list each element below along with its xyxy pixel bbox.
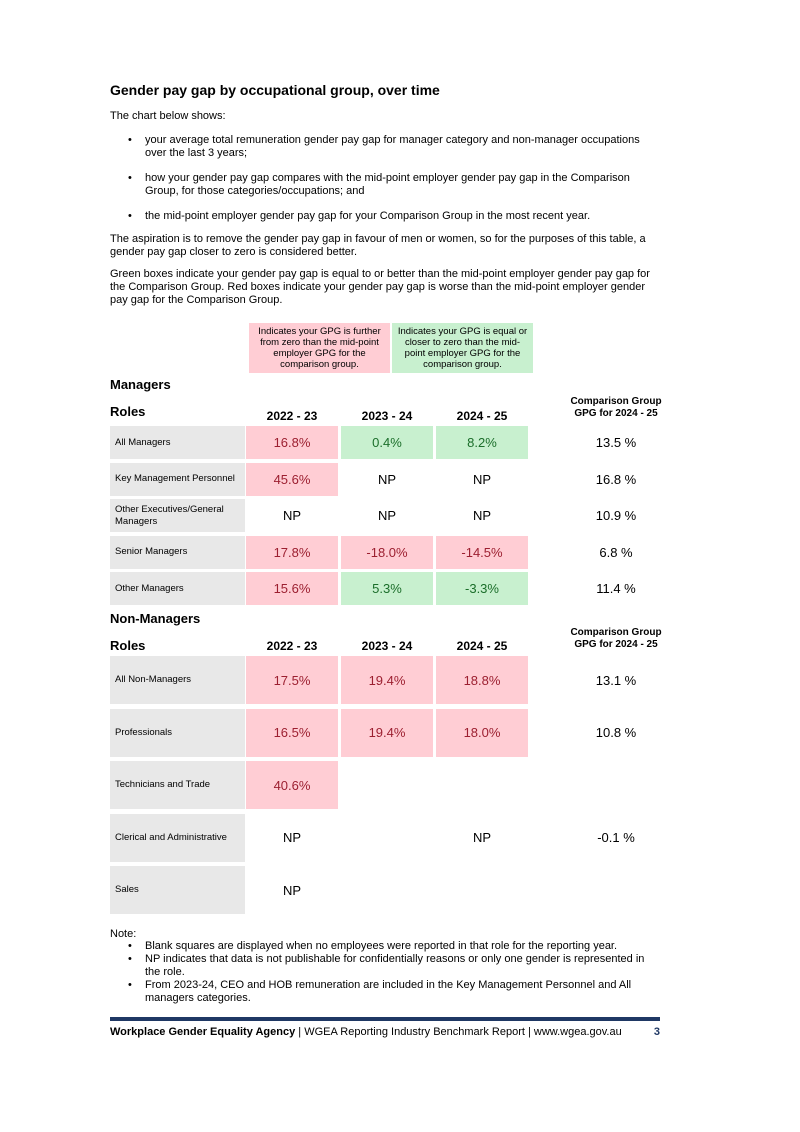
non-managers-section-title: Non-Managers	[110, 611, 201, 626]
aspiration-paragraph: The aspiration is to remove the gender pay gap in favour of men or women, so for the purposes of this table, a gender pay gap closer to zero is considered better.	[110, 233, 646, 258]
gpg-value-cell: 16.8%	[246, 426, 338, 459]
note-item: • From 2023-24, CEO and HOB remuneration are included in the Key Management Personnel and All managers categories.	[110, 979, 655, 1005]
blank-cell	[341, 761, 433, 809]
blank-cell	[436, 761, 528, 809]
gpg-value-cell: NP	[377, 508, 397, 523]
role-label: All Managers	[110, 426, 245, 459]
non-managers-year-header: 2023 - 24	[361, 639, 413, 653]
blank-cell	[341, 814, 433, 862]
blank-cell	[341, 866, 433, 914]
non-managers-comparison-header: Comparison Group GPG for 2024 - 25	[570, 627, 662, 650]
note-item: • Blank squares are displayed when no employees were reported in that role for the reporting year.	[110, 940, 655, 953]
gpg-value-cell: NP	[282, 830, 302, 845]
comparison-group-value: 13.5 %	[595, 435, 637, 450]
comparison-group-value	[566, 761, 666, 809]
managers-roles-header: Roles	[110, 404, 146, 419]
comparison-group-value: 10.9 %	[595, 508, 637, 523]
gpg-value-cell: 18.8%	[436, 656, 528, 704]
comparison-group-value	[566, 866, 666, 914]
gpg-value-cell: -14.5%	[436, 536, 528, 569]
comparison-group-value: 16.8 %	[595, 471, 637, 487]
gpg-value-cell: NP	[282, 508, 302, 523]
role-label: Clerical and Administrative	[110, 814, 245, 862]
gpg-value-cell: 17.8%	[246, 536, 338, 569]
page-number: 3	[653, 1026, 660, 1038]
role-label: All Non-Managers	[110, 656, 245, 704]
gpg-value-cell: 45.6%	[246, 463, 338, 496]
gpg-value-cell: -18.0%	[341, 536, 433, 569]
gpg-value-cell: 8.2%	[436, 426, 528, 459]
intro-bullet: • your average total remuneration gender pay gap for manager category and non-manager occupations over the last 3 years;	[110, 134, 650, 160]
legend-red-box	[249, 323, 390, 373]
legend-green-box	[392, 323, 533, 373]
managers-year-header: 2023 - 24	[361, 409, 413, 423]
role-label: Professionals	[110, 709, 245, 757]
footer	[110, 1026, 660, 1038]
gpg-value-cell: NP	[282, 882, 302, 898]
managers-year-header: 2024 - 25	[456, 409, 508, 423]
blank-cell	[436, 866, 528, 914]
comparison-group-value: 11.4 %	[596, 581, 636, 596]
legend-red-text: Indicates your GPG is further from zero than the mid-point employer GPG for the comparison group.	[258, 326, 381, 370]
gpg-value-cell: 19.4%	[341, 709, 433, 757]
managers-year-header: 2022 - 23	[266, 409, 318, 423]
gpg-value-cell: 18.0%	[436, 709, 528, 757]
gpg-value-cell: NP	[377, 471, 397, 487]
role-label: Key Management Personnel	[110, 463, 245, 496]
legend-green-text: Indicates your GPG is equal or closer to zero than the mid-point employer GPG for the comparison group.	[397, 326, 528, 370]
gpg-value-cell: 17.5%	[246, 656, 338, 704]
managers-section-title: Managers	[110, 377, 171, 392]
gpg-value-cell: 19.4%	[341, 656, 433, 704]
role-label: Sales	[110, 866, 245, 914]
role-label: Other Executives/General Managers	[110, 499, 245, 532]
gpg-value-cell: NP	[472, 471, 492, 487]
notes-list	[110, 940, 655, 1005]
gpg-value-cell: 15.6%	[246, 572, 338, 605]
footer-rule	[110, 1017, 660, 1021]
gpg-value-cell: 40.6%	[246, 761, 338, 809]
gpg-value-cell: 0.4%	[341, 426, 433, 459]
color-explanation-paragraph: Green boxes indicate your gender pay gap is equal to or better than the mid-point employer gender pay gap for the Comparison Group. Red boxes indicate your gender pay gap is worse than the mid-point employer gender pay gap for the Comparison Group.	[110, 268, 650, 306]
comparison-group-value: 6.8 %	[599, 544, 633, 560]
role-label: Technicians and Trade	[110, 761, 245, 809]
comparison-group-value: 13.1 %	[595, 672, 637, 688]
intro-bullet: • how your gender pay gap compares with the mid-point employer gender pay gap in the Comparison Group, for those categories/occupations; and	[110, 172, 650, 198]
note-item: • NP indicates that data is not publishable for confidentially reasons or only one gender is represented in the role.	[110, 953, 655, 979]
intro-bullet: • the mid-point employer gender pay gap for your Comparison Group in the most recent year.	[110, 210, 650, 223]
gpg-value-cell: 5.3%	[341, 572, 433, 605]
role-label: Senior Managers	[110, 536, 245, 569]
gpg-value-cell: NP	[472, 830, 492, 845]
non-managers-roles-header: Roles	[110, 638, 146, 653]
gpg-value-cell: -3.3%	[436, 572, 528, 605]
non-managers-year-header: 2024 - 25	[456, 639, 508, 653]
role-label: Other Managers	[110, 572, 245, 605]
footer-text: | WGEA Reporting Industry Benchmark Report | www.wgea.gov.au	[295, 1026, 622, 1038]
page-title: Gender pay gap by occupational group, over time	[110, 82, 440, 98]
non-managers-year-header: 2022 - 23	[266, 639, 318, 653]
gpg-value-cell: 16.5%	[246, 709, 338, 757]
intro-text: The chart below shows:	[110, 110, 226, 122]
comparison-group-value: 10.8 %	[595, 725, 637, 740]
managers-comparison-header: Comparison Group GPG for 2024 - 25	[570, 396, 662, 419]
gpg-value-cell: NP	[472, 508, 492, 523]
footer-org: Workplace Gender Equality Agency	[110, 1026, 296, 1038]
comparison-group-value: -0.1 %	[597, 830, 635, 845]
note-label: Note:	[110, 928, 137, 940]
intro-bullet-list	[110, 134, 650, 235]
